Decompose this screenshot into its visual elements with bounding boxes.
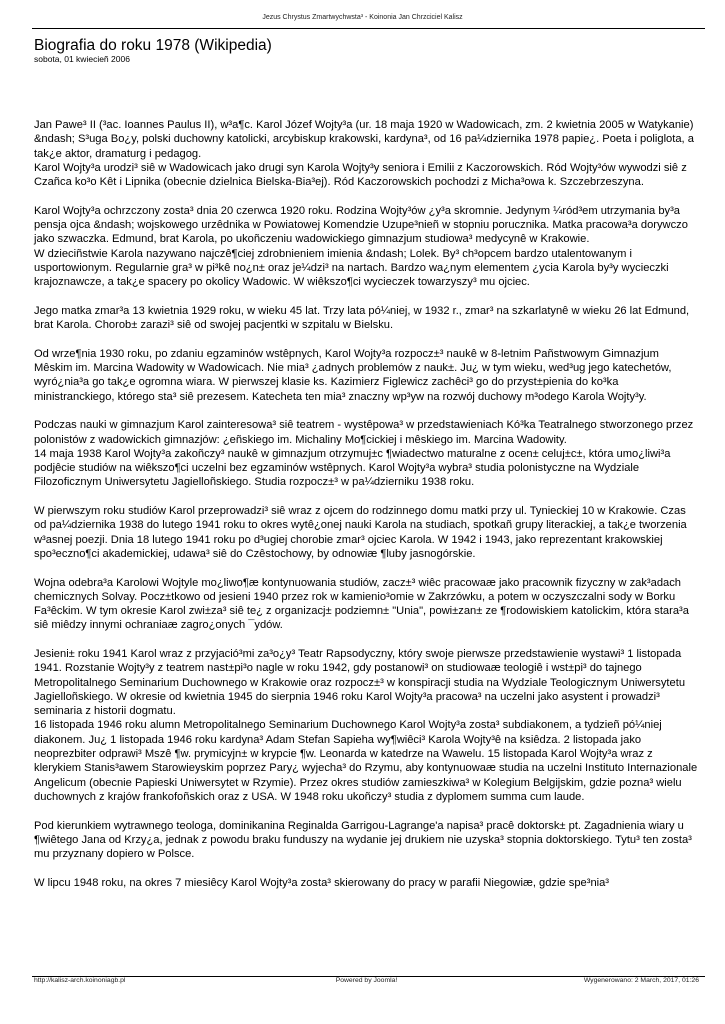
article-paragraph: Jego matka zmar³a 13 kwietnia 1929 roku, w wieku 45 lat. Trzy lata pó¼niej, w 1932 r., zmar³ na szkarlatynê w wieku 26 lat Edmund, brat Karola. Chorob± zarazi³ siê od swojej pacjentki w szpitalu w Bielsku. [34, 304, 690, 332]
running-header: Jezus Chrystus Zmartwychwsta³ - Koinonia Jan Chrzciciel Kalisz [262, 14, 463, 21]
article-paragraph: Karol Wojty³a urodzi³ siê w Wadowicach jako drugi syn Karola Wojty³y seniora i Emilii z Kaczorowskich. Ród Wojty³ów wywodzi siê z Czañca ko³o Kêt i Lipnika (obecnie dzielnica Bielska-Bia³ej). Ród Kaczorowskich pochodzi z Micha³owa k. Szczebrzeszyna. [34, 161, 687, 189]
article-paragraph: W pierwszym roku studiów Karol przeprowadzi³ siê wraz z ojcem do rodzinnego domu matki przy ul. Tynieckiej 10 w Krakowie. Czas od pa¼dziernika 1938 do lutego 1941 roku to okres wytê¿onej nauki Karola na studiach, spotkañ grupy literackiej, a tak¿e tworzenia w³asnej poezji. Dnia 18 lutego 1941 roku po d³ugiej chorobie zmar³ ojciec Karola. W 1942 i 1943, jako reprezentant krakowskiej spo³eczno¶ci akademickiej, udawa³ siê do Czêstochowy, by odnowiæ ¶luby jasnogórskie. [34, 505, 687, 560]
article-paragraph: Karol Wojty³a ochrzczony zosta³ dnia 20 czerwca 1920 roku. Rodzina Wojty³ów ¿y³a skromnie. Jedynym ¼ród³em utrzymania by³a pensja ojca &ndash; wojskowego urzêdnika w Powiatowej Komendzie Uzupe³nieñ w stopniu porucznika. Matka pracowa³a dorywczo jako szwaczka. Edmund, brat Karola, po ukoñczeniu wadowickiego gimnazjum studiowa³ medycynê w Krakowie. [34, 204, 688, 246]
page-footer [34, 977, 699, 986]
article-paragraph: Pod kierunkiem wytrawnego teologa, dominikanina Reginalda Garrigou-Lagrange'a napisa³ pracê doktorsk± pt. Zagadnienia wiary u ¶wiêtego Jana od Krzy¿a, jednak z powodu braku funduszy na wydanie jej drukiem nie uzyska³ stopnia doktorskiego. Tytu³ ten zosta³ mu przyznany dopiero w Polsce. [34, 819, 692, 861]
footer-powered-by: Powered by Joomla! [335, 977, 398, 984]
footer-generated-date: Wygenerowano: 2 March, 2017, 01:26 [583, 977, 699, 984]
article-paragraph: 16 listopada 1946 roku alumn Metropolitalnego Seminarium Duchownego Karol Wojty³a zosta³ subdiakonem, a tydzieñ pó¼niej diakonem. Ju¿ 1 listopada 1946 roku kardyna³ Adam Stefan Sapieha wy¶wiêci³ Karola Wojty³ê na ksiêdza. 2 listopada jako neoprezbiter odprawi³ Mszê ¶w. prymicyjn± w krypcie ¶w. Leonarda w katedrze na Wawelu. 15 listopada Karol Wojty³a wraz z klerykiem Stanis³awem Starowieyskim poprzez Pary¿ wyjecha³ do Rzymu, aby kontynuowaæ studia na uczelni Instituto Internazionale Angelicum (obecnie Papieski Uniwersytet w Rzymie). Przez okres studiów zamieszkiwa³ w Kolegium Belgijskim, gdzie pozna³ wielu duchownych z krajów frankofoñskich oraz z USA. W 1948 roku ukoñczy³ studia z dyplomem summa cum laude. [34, 719, 698, 803]
article-paragraph: W dzieciñstwie Karola nazywano najczê¶ciej zdrobnieniem imienia &ndash; Lolek. By³ ch³opcem bardzo utalentowanym i usportowionym. Regularnie gra³ w pi³kê no¿n± oraz je¼dzi³ na nartach. Bardzo wa¿nym elementem ¿ycia Karola by³y wycieczki krajoznawcze, a tak¿e spacery po okolicy Wadowic. W wiêkszo¶ci wycieczek towarzyszy³ mu ojciec. [34, 247, 669, 289]
article-title: Biografia do roku 1978 (Wikipedia) [34, 37, 272, 54]
article-paragraph: Podczas nauki w gimnazjum Karol zainteresowa³ siê teatrem - wystêpowa³ w przedstawieniach Kó³ka Teatralnego stworzonego przez polonistów z wadowickich gimnazjów: ¿eñskiego im. Michaliny Mo¶cickiej i mêskiego im. Marcina Wadowity. [34, 419, 694, 446]
article-paragraph: 14 maja 1938 Karol Wojty³a zakoñczy³ naukê w gimnazjum otrzymuj±c ¶wiadectwo maturalne z ocen± celuj±c±, która umo¿liwi³a podjêcie studiów na wiêkszo¶ci uczelni bez egzaminów wstêpnych. Karol Wojty³a wybra³ studia polonistyczne na Wydziale Filozoficznym Uniwersytetu Jagielloñskiego. Studia rozpocz±³ w pa¼dzierniku 1938 roku. [34, 447, 671, 489]
article-date: sobota, 01 kwiecieñ 2006 [34, 54, 130, 64]
article-body [34, 118, 699, 890]
footer-source-url: http://kalisz-arch.koinoniagb.pl [34, 977, 126, 984]
article-paragraph: Wojna odebra³a Karolowi Wojtyle mo¿liwo¶æ kontynuowania studiów, zacz±³ wiêc pracowaæ jako pracownik fizyczny w zak³adach chemicznych Solvay. Pocz±tkowo od jesieni 1940 przez rok w kamienio³omie w Zakrzówku, a potem w oczyszczalni sody w Borku Fa³êckim. W tym okresie Karol zwi±za³ siê te¿ z organizacj± podziemn± "Unia", powi±zan± ze ¶rodowiskiem katolickim, która stara³a siê miêdzy innymi ochraniaæ zagro¿onych ¯ydów. [34, 576, 689, 632]
article-paragraph: Od wrze¶nia 1930 roku, po zdaniu egzaminów wstêpnych, Karol Wojty³a rozpocz±³ naukê w 8-letnim Pañstwowym Gimnazjum Mêskim im. Marcina Wadowity w Wadowicach. Nie mia³ ¿adnych problemów z nauk±. Ju¿ w tym wieku, wed³ug jego katechetów, wyró¿nia³a go tak¿e ogromna wiara. W pierwszej klasie ks. Kazimierz Figlewicz zachêci³ go do przyst±pienia do ko³ka ministranckiego, którego sta³ siê prezesem. Katecheta ten mia³ znaczny wp³yw na rozwój duchowy m³odego Karola Wojty³y. [34, 347, 672, 403]
article-paragraph: Jesieni± roku 1941 Karol wraz z przyjació³mi za³o¿y³ Teatr Rapsodyczny, który swoje pierwsze przedstawienie wystawi³ 1 listopada 1941. Rozstanie Wojty³y z teatrem nast±pi³o nagle w roku 1942, gdy postanowi³ on studiowaæ teologiê i wst±pi³ do tajnego Metropolitalnego Seminarium Duchownego w Krakowie oraz rozpocz±³ w konspiracji studia na Wydziale Teologicznym Uniwersytetu Jagielloñskiego. W okresie od kwietnia 1945 do sierpnia 1946 roku Karol Wojty³a pracowa³ na uczelni jako asystent i prowadzi³ seminaria z historii dogmatu. [34, 647, 686, 718]
article-paragraph: W lipcu 1948 roku, na okres 7 miesiêcy Karol Wojty³a zosta³ skierowany do pracy w parafii Niegowiæ, gdzie spe³nia³ [34, 876, 610, 889]
article-paragraph: Jan Pawe³ II (³ac. Ioannes Paulus II), w³a¶c. Karol Józef Wojty³a (ur. 18 maja 1920 w Wadowicach, zm. 2 kwietnia 2005 w Watykanie) &ndash; S³uga Bo¿y, polski duchowny katolicki, arcybiskup krakowski, kardyna³, od 16 pa¼dziernika 1978 papie¿. Poeta i poliglota, a tak¿e aktor, dramaturg i pedagog. [34, 119, 694, 160]
header-divider [32, 28, 705, 29]
